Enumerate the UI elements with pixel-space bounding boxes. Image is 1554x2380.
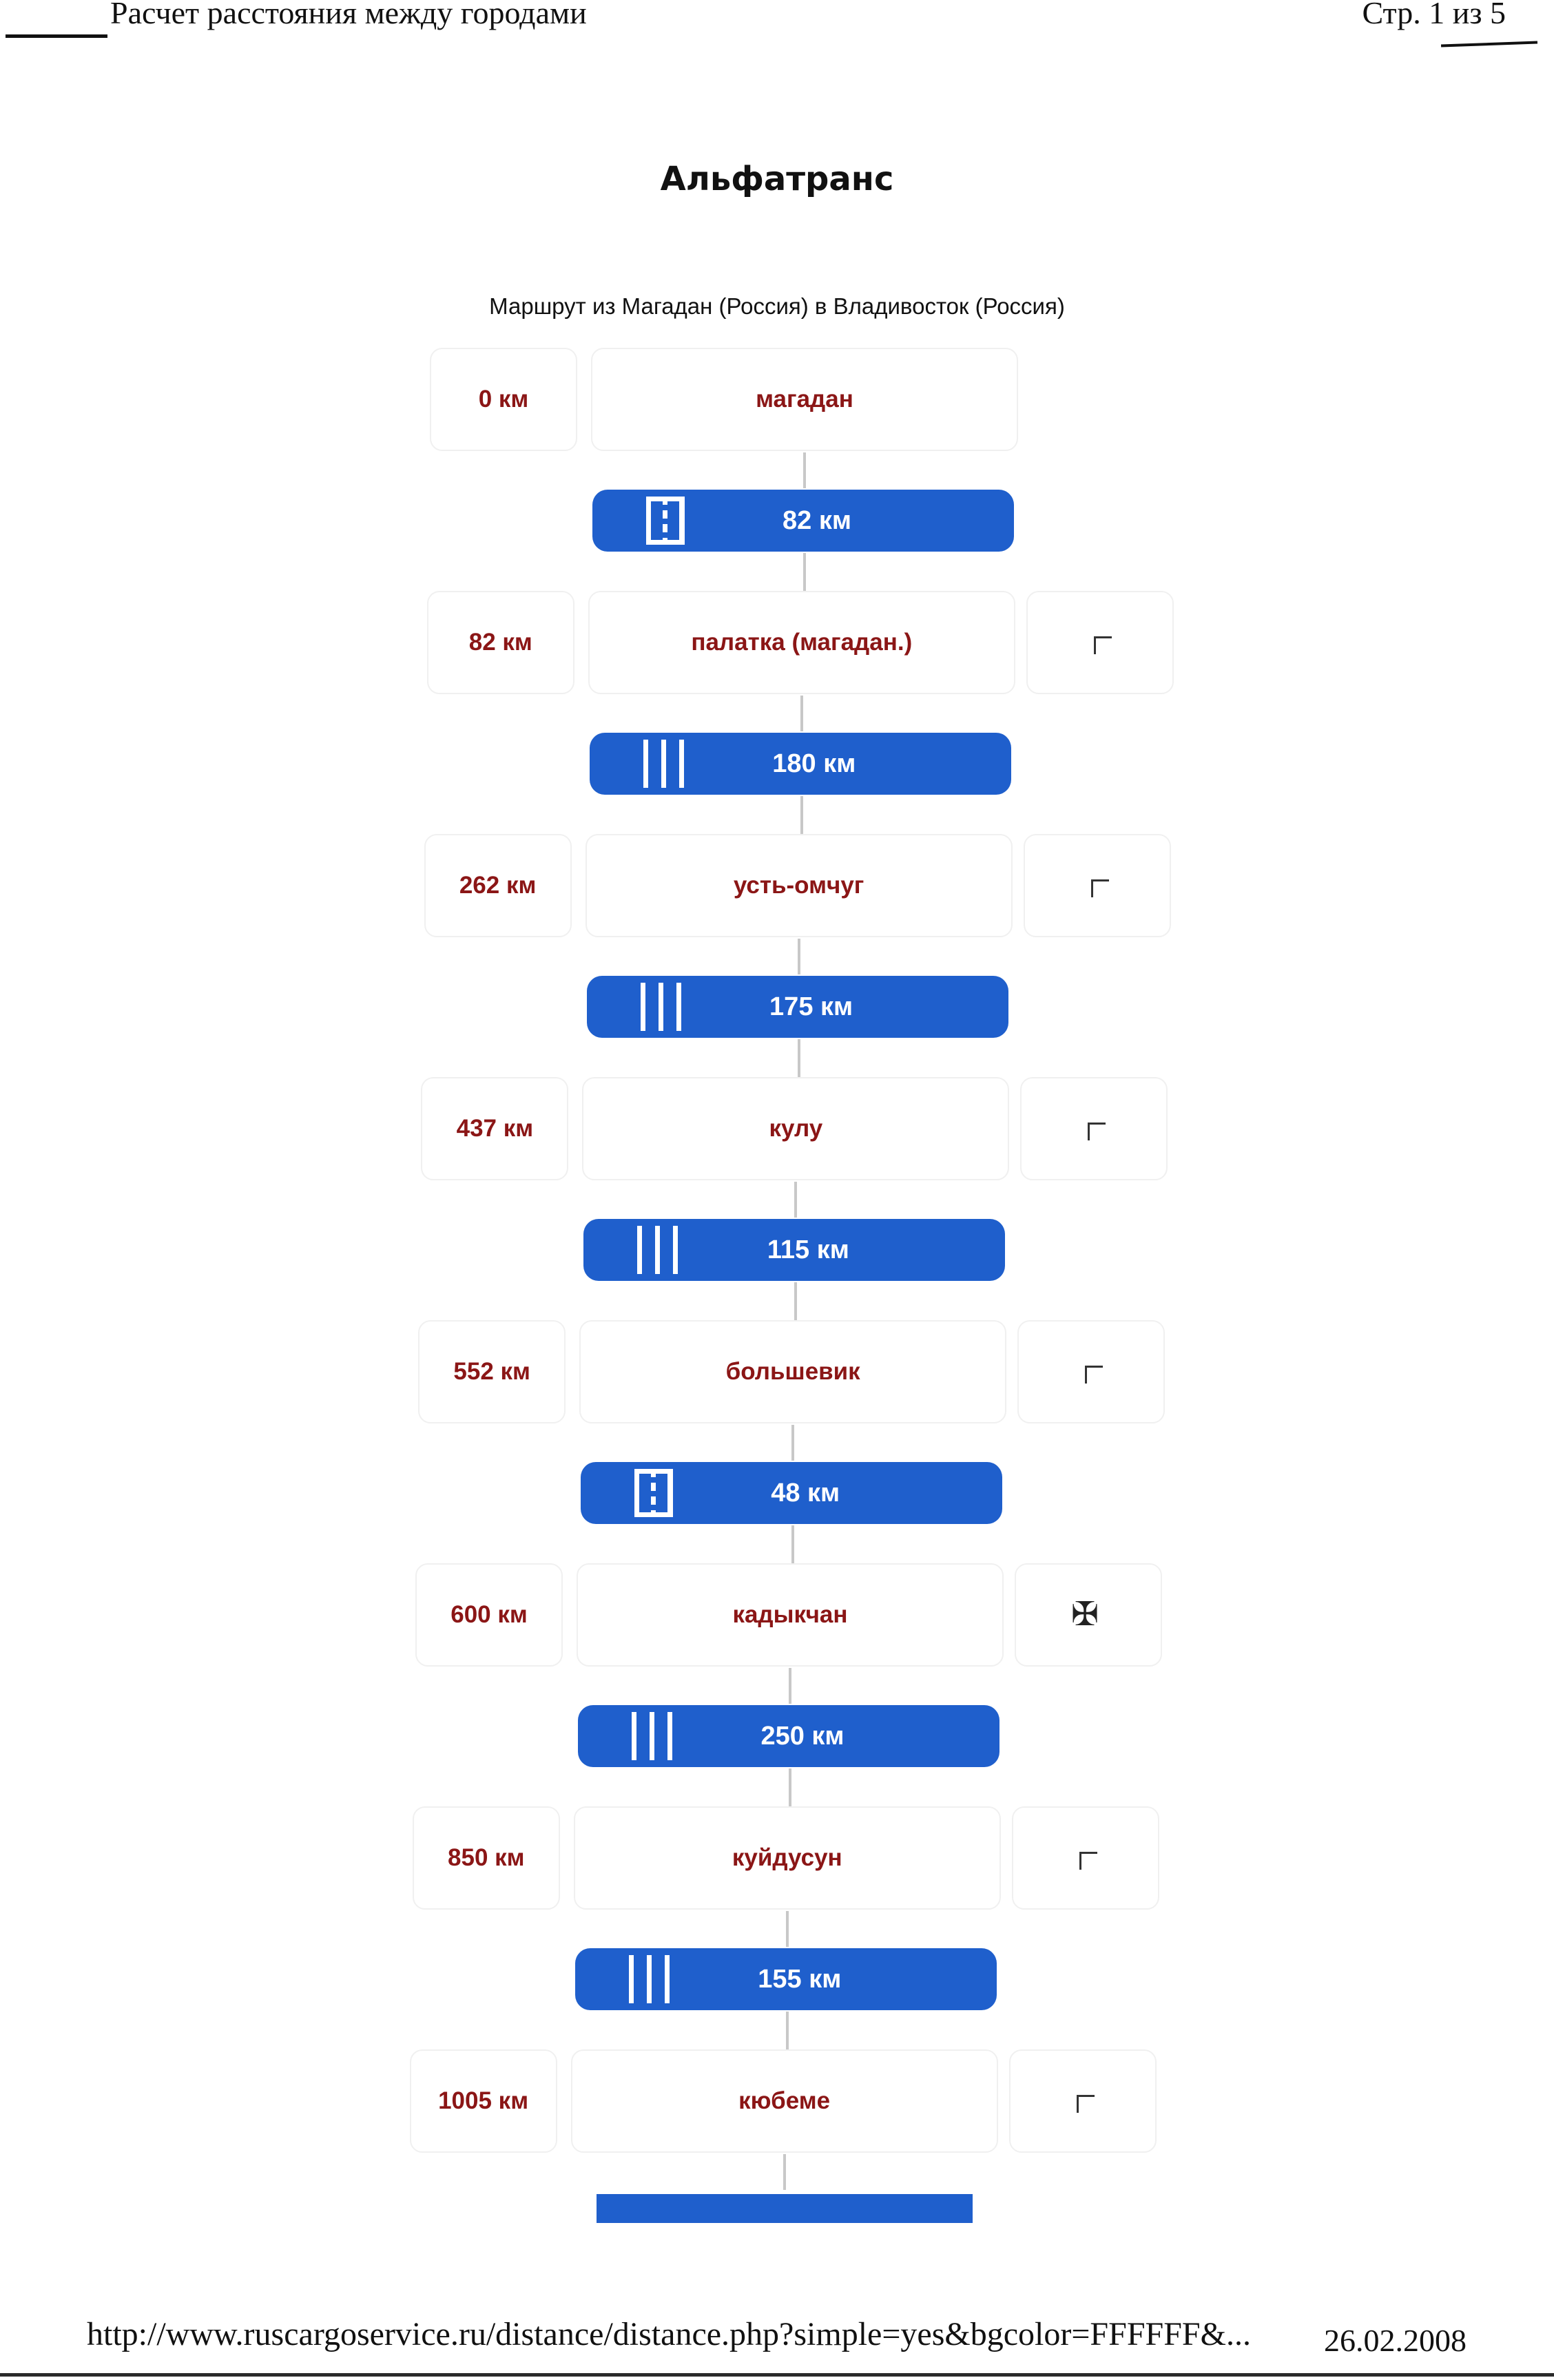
footer-rule (0, 2373, 1554, 2377)
route-connector (798, 1039, 800, 1078)
print-title: Расчет расстояния между городами (110, 0, 587, 30)
checkbox-corner-icon (1085, 1366, 1103, 1384)
route-connector (800, 796, 803, 835)
route-connector (803, 452, 806, 488)
route-segment (587, 976, 1008, 1038)
stop-distance: 552 км (418, 1320, 566, 1423)
route-segment (578, 1705, 999, 1767)
route-segment (575, 1948, 997, 2010)
route-segment (590, 733, 1011, 795)
route-connector (783, 2154, 786, 2190)
stop-city-name: куйдусун (574, 1806, 1001, 1910)
stop-city-name: усть-омчуг (586, 834, 1013, 937)
stop-city-name: кадыкчан (577, 1563, 1004, 1667)
segment-distance: 250 км (760, 1722, 845, 1751)
segment-distance: 175 км (769, 992, 853, 1021)
segment-distance: 155 км (758, 1965, 842, 1994)
route-connector (794, 1282, 797, 1321)
route-connector (786, 2012, 789, 2050)
segment-distance: 115 км (767, 1235, 849, 1264)
route-segment (583, 1219, 1005, 1281)
route-segment (581, 1462, 1002, 1524)
route-connector (789, 1668, 791, 1704)
route-end-bar (597, 2194, 973, 2223)
stop-checkbox[interactable] (1026, 591, 1174, 694)
route-connector (800, 696, 803, 731)
stop-checkbox[interactable] (1012, 1806, 1159, 1910)
stop-checkbox[interactable] (1024, 834, 1171, 937)
route-connector (791, 1525, 794, 1564)
route-connector (786, 1911, 789, 1947)
segment-distance: 48 км (771, 1479, 840, 1507)
print-date: 26.02.2008 (1324, 2323, 1467, 2358)
stop-distance: 0 км (430, 348, 577, 451)
route-connector (798, 939, 800, 974)
print-footer (0, 2300, 1554, 2380)
stop-distance: 850 км (413, 1806, 560, 1910)
route-connector (794, 1182, 797, 1218)
company-name: Альфатранс (660, 160, 894, 198)
checkbox-corner-icon (1088, 1123, 1106, 1140)
stop-distance: 82 км (427, 591, 574, 694)
route-connector (791, 1425, 794, 1461)
segment-distance: 180 км (772, 749, 856, 778)
page-url: http://www.ruscargoservice.ru/distance/distance.php?simple=yes&bgcolor=FFFFFF&... (87, 2316, 1251, 2352)
segment-distance: 82 км (783, 506, 851, 535)
checkbox-corner-icon (1079, 1852, 1097, 1870)
stop-distance: 600 км (415, 1563, 563, 1667)
stop-checkbox[interactable] (1020, 1077, 1168, 1180)
route-connector (803, 553, 806, 592)
handwritten-check-icon: ✠ (1071, 1595, 1099, 1633)
stop-city-name: кюбеме (571, 2049, 998, 2153)
checkbox-corner-icon (1077, 2095, 1095, 2113)
stop-checkbox[interactable] (1009, 2049, 1157, 2153)
stop-city-name: кулу (582, 1077, 1009, 1180)
page-number: Стр. 1 из 5 (1362, 0, 1506, 30)
checkbox-corner-icon (1091, 879, 1109, 897)
stop-city-name: большевик (579, 1320, 1006, 1423)
route-segment (592, 490, 1014, 552)
stop-distance: 262 км (424, 834, 572, 937)
route-connector (789, 1768, 791, 1807)
stop-city-name: магадан (591, 348, 1018, 451)
stop-checkbox[interactable] (1015, 1563, 1162, 1667)
stop-distance: 437 км (421, 1077, 568, 1180)
checkbox-corner-icon (1094, 636, 1112, 654)
route-caption: Маршрут из Магадан (Россия) в Владивосток (Россия) (489, 293, 1065, 319)
stop-city-name: палатка (магадан.) (588, 591, 1015, 694)
stop-distance: 1005 км (410, 2049, 557, 2153)
stop-checkbox[interactable] (1017, 1320, 1165, 1423)
